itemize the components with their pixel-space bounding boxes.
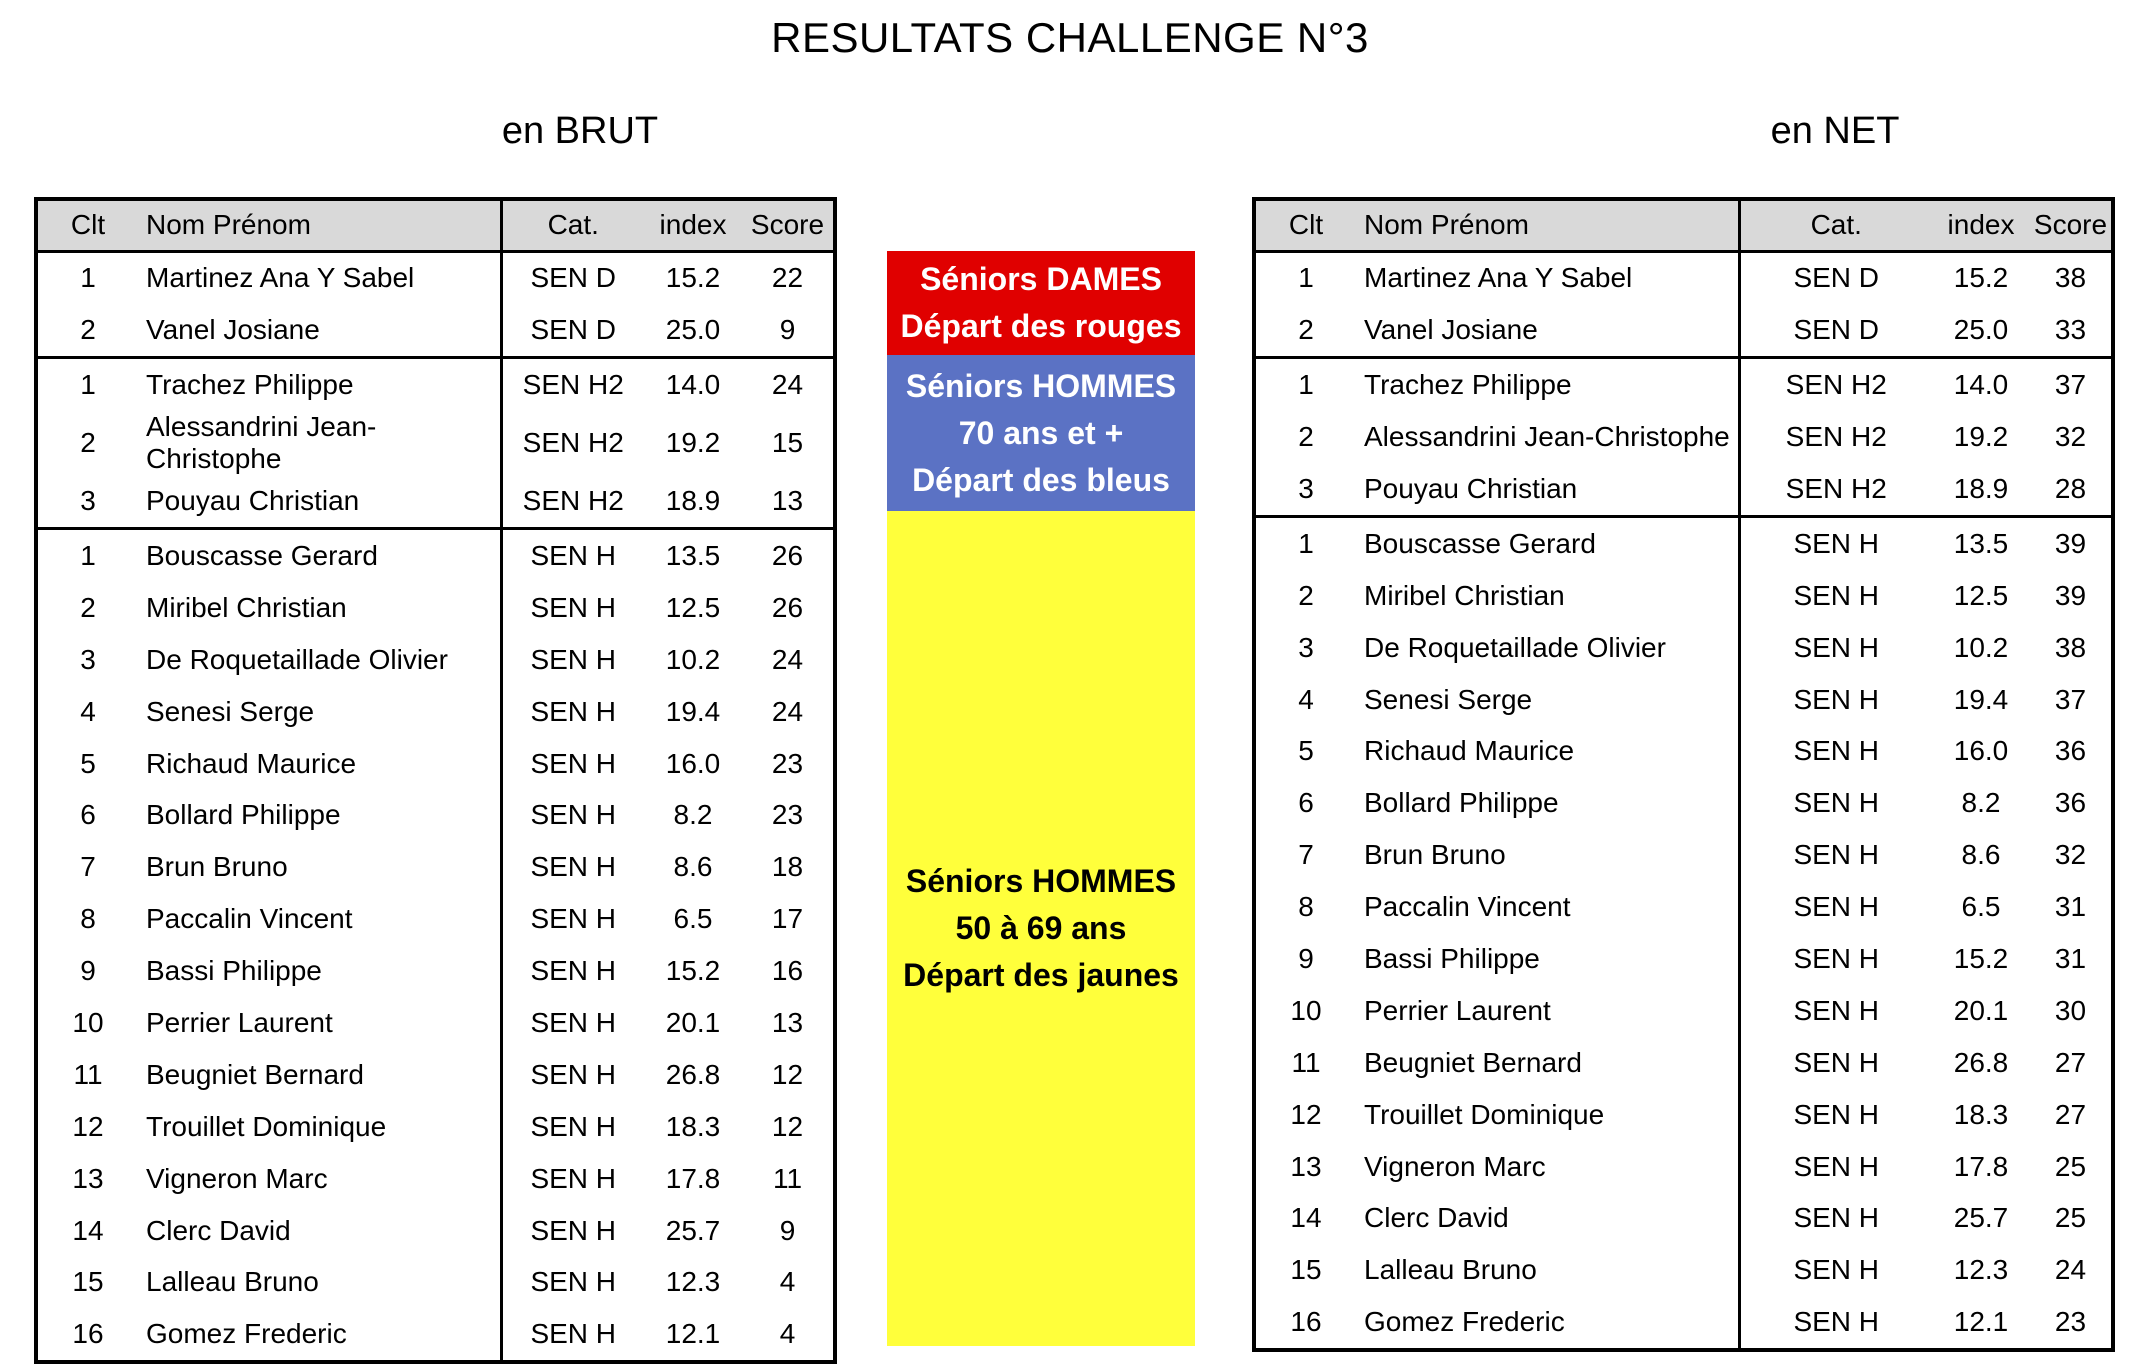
cell-score: 23 xyxy=(771,799,804,831)
cell-score: 25 xyxy=(2054,1150,2087,1182)
cell-index: 17.8 xyxy=(1953,1150,2009,1182)
cell-index: 18.9 xyxy=(665,485,721,517)
cell-name: Perrier Laurent xyxy=(146,1007,333,1039)
table-row xyxy=(36,945,835,997)
cell-index: 18.3 xyxy=(1953,1098,2009,1130)
cell-name: Richaud Maurice xyxy=(146,747,357,779)
cell-cat: SEN D xyxy=(1739,304,1932,357)
cell-score: 4 xyxy=(779,1318,796,1350)
band-line: Séniors HOMMES xyxy=(905,367,1177,404)
table-row xyxy=(1254,674,2113,726)
cell-name: Vanel Josiane xyxy=(146,314,320,346)
cell-name: Clerc David xyxy=(146,1214,291,1246)
cell-index: 10.2 xyxy=(1953,631,2009,663)
cell-cat: SEN H xyxy=(501,1049,644,1101)
cell-cat: SEN H xyxy=(501,1153,644,1205)
table-row xyxy=(36,411,835,475)
table-row xyxy=(1254,985,2113,1037)
cell-name: Pouyau Christian xyxy=(1364,473,1578,504)
table-row xyxy=(36,893,835,945)
category-band-seniors-dames xyxy=(887,251,1195,355)
cell-score: 37 xyxy=(2054,683,2087,715)
column-header-score: Score xyxy=(742,199,835,251)
cell-clt: 1 xyxy=(36,358,138,411)
cell-name: Senesi Serge xyxy=(146,695,315,727)
cell-score: 24 xyxy=(742,358,835,411)
cell-index: 25.0 xyxy=(1953,314,2009,346)
cell-index: 12.3 xyxy=(1953,1254,2009,1286)
cell-name: Miribel Christian xyxy=(1364,579,1565,611)
table-row xyxy=(36,634,835,686)
cell-score: 38 xyxy=(2054,262,2087,294)
cell-score: 26 xyxy=(742,529,835,582)
cell-index: 8.6 xyxy=(673,851,713,883)
table-row xyxy=(1254,933,2113,985)
cell-score: 36 xyxy=(2054,735,2087,767)
cell-index: 15.2 xyxy=(665,955,721,987)
column-header-name: Nom Prénom xyxy=(1356,199,1739,251)
cell-index: 12.1 xyxy=(1953,1306,2009,1338)
cell-cat: SEN H xyxy=(501,945,644,997)
band-line: 70 ans et + xyxy=(958,414,1124,451)
cell-cat: SEN H2 xyxy=(1739,411,1932,463)
cell-index: 19.2 xyxy=(1953,421,2009,453)
table-row xyxy=(1254,622,2113,674)
net-heading: en NET xyxy=(1770,110,1900,152)
cell-score: 9 xyxy=(779,314,796,346)
cell-score: 12 xyxy=(771,1110,804,1142)
cell-score: 13 xyxy=(771,1007,804,1039)
table-row xyxy=(36,529,835,582)
cell-name: Vigneron Marc xyxy=(1364,1150,1546,1182)
cell-score: 26 xyxy=(771,591,804,623)
cell-index: 16.0 xyxy=(665,747,721,779)
cell-index: 26.8 xyxy=(665,1058,721,1090)
cell-index: 20.1 xyxy=(1953,994,2009,1026)
cell-index: 12.5 xyxy=(665,591,721,623)
cell-name: Gomez Frederic xyxy=(1364,1306,1565,1338)
cell-clt: 9 xyxy=(1298,943,1314,975)
cell-score: 39 xyxy=(2054,579,2087,611)
cell-index: 19.4 xyxy=(665,695,721,727)
cell-clt: 14 xyxy=(72,1214,104,1246)
cell-name: Bassi Philippe xyxy=(1364,943,1540,975)
cell-cat: SEN H xyxy=(501,738,644,790)
cell-name: Richaud Maurice xyxy=(1364,735,1575,767)
cell-clt: 1 xyxy=(1254,358,1356,411)
cell-cat: SEN D xyxy=(501,251,644,304)
cell-cat: SEN H xyxy=(1739,1089,1932,1141)
cell-index: 14.0 xyxy=(1932,358,2030,411)
cell-index: 8.2 xyxy=(1961,787,2001,819)
cell-clt: 6 xyxy=(80,799,96,831)
cell-clt: 2 xyxy=(80,314,96,346)
cell-clt: 7 xyxy=(1298,839,1314,871)
cell-cat: SEN H xyxy=(501,997,644,1049)
cell-clt: 3 xyxy=(80,485,96,517)
cell-score: 23 xyxy=(2054,1306,2087,1338)
cell-score: 18 xyxy=(771,851,804,883)
cell-score: 32 xyxy=(2054,421,2087,453)
cell-cat: SEN H xyxy=(501,686,644,738)
cell-cat: SEN H xyxy=(501,790,644,842)
cell-cat: SEN H xyxy=(501,634,644,686)
cell-score: 11 xyxy=(772,1162,803,1194)
page-title: RESULTATS CHALLENGE N°3 xyxy=(771,14,1369,61)
cell-clt: 1 xyxy=(1298,262,1314,294)
table-row xyxy=(1254,881,2113,933)
table-row xyxy=(1254,304,2113,357)
cell-score: 36 xyxy=(2054,787,2087,819)
cell-clt: 11 xyxy=(73,1058,103,1090)
table-row xyxy=(36,304,835,357)
cell-score: 24 xyxy=(771,695,804,727)
table-row xyxy=(36,841,835,893)
band-line: Départ des rouges xyxy=(900,308,1182,344)
cell-clt: 15 xyxy=(72,1266,104,1298)
cell-cat: SEN H2 xyxy=(501,358,644,411)
table-row xyxy=(1254,726,2113,778)
cell-cat: SEN H2 xyxy=(501,411,644,475)
cell-name: Brun Bruno xyxy=(1364,839,1506,871)
cell-clt: 8 xyxy=(1298,891,1314,923)
cell-cat: SEN H xyxy=(1739,726,1932,778)
cell-score: 4 xyxy=(779,1266,796,1298)
cell-index: 18.9 xyxy=(1953,473,2009,504)
cell-clt: 1 xyxy=(1254,516,1356,569)
cell-name: Clerc David xyxy=(1364,1202,1509,1234)
cell-score: 17 xyxy=(771,903,804,935)
table-row xyxy=(36,1101,835,1153)
cell-index: 19.4 xyxy=(1953,683,2009,715)
cell-clt: 3 xyxy=(1298,631,1314,663)
cell-clt: 5 xyxy=(1298,735,1314,767)
cell-name: Bollard Philippe xyxy=(1364,787,1559,819)
cell-clt: 12 xyxy=(1290,1098,1322,1130)
cell-cat: SEN H xyxy=(501,529,644,582)
cell-score: 25 xyxy=(2054,1202,2087,1234)
cell-clt: 3 xyxy=(1298,473,1314,504)
cell-index: 15.2 xyxy=(1953,262,2009,294)
table-row xyxy=(1254,1193,2113,1245)
table-row xyxy=(1254,1296,2113,1350)
table-header-row xyxy=(36,199,835,251)
cell-clt: 12 xyxy=(72,1110,104,1142)
cell-clt: 2 xyxy=(1298,314,1314,346)
cell-cat: SEN H xyxy=(1739,777,1932,829)
band-line: Départ des jaunes xyxy=(903,957,1179,993)
cell-clt: 10 xyxy=(1290,994,1322,1026)
cell-index: 13.5 xyxy=(1932,516,2030,569)
table-row xyxy=(1254,516,2113,569)
cell-index: 12.3 xyxy=(665,1266,721,1298)
cell-score: 32 xyxy=(2054,839,2087,871)
table-row xyxy=(36,997,835,1049)
cell-score: 33 xyxy=(2054,314,2087,346)
cell-index: 8.2 xyxy=(673,799,713,831)
cell-cat: SEN H xyxy=(501,582,644,634)
table-row xyxy=(1254,1037,2113,1089)
cell-name: Trouillet Dominique xyxy=(146,1110,387,1142)
cell-clt: 8 xyxy=(80,903,96,935)
column-header-cat: Cat. xyxy=(1739,199,1932,251)
cell-cat: SEN H xyxy=(501,841,644,893)
cell-index: 12.1 xyxy=(665,1318,721,1350)
cell-cat: SEN H xyxy=(1739,985,1932,1037)
table-row xyxy=(1254,251,2113,304)
table-row xyxy=(1254,1141,2113,1193)
cell-index: 15.2 xyxy=(665,262,721,294)
cell-clt: 5 xyxy=(80,747,96,779)
cell-cat: SEN H xyxy=(1739,570,1932,622)
cell-score: 16 xyxy=(771,955,804,987)
table-row xyxy=(1254,358,2113,411)
cell-score: 39 xyxy=(2030,516,2113,569)
table-row xyxy=(36,1205,835,1257)
cell-name: Pouyau Christian xyxy=(146,485,360,517)
cell-index: 14.0 xyxy=(644,358,742,411)
cell-index: 17.8 xyxy=(665,1162,721,1194)
cell-clt: 9 xyxy=(80,955,96,987)
cell-cat: SEN H xyxy=(501,893,644,945)
column-header-score: Score xyxy=(2030,199,2113,251)
cell-name: Lalleau Bruno xyxy=(146,1266,319,1298)
cell-index: 25.0 xyxy=(665,314,721,346)
cell-index: 6.5 xyxy=(1961,891,2001,923)
cell-cat: SEN H xyxy=(501,1257,644,1309)
cell-name: Lalleau Bruno xyxy=(1364,1254,1537,1286)
cell-name: Martinez Ana Y Sabel xyxy=(146,262,415,294)
cell-name: Senesi Serge xyxy=(1364,683,1533,715)
cell-score: 37 xyxy=(2030,358,2113,411)
cell-index: 10.2 xyxy=(665,643,721,675)
cell-cat: SEN H xyxy=(501,1308,644,1362)
cell-index: 12.5 xyxy=(1953,579,2009,611)
cell-cat: SEN H xyxy=(1739,674,1932,726)
cell-cat: SEN H2 xyxy=(1739,463,1932,516)
cell-score: 30 xyxy=(2054,994,2087,1026)
cell-name: Miribel Christian xyxy=(146,591,347,623)
table-row xyxy=(1254,1089,2113,1141)
cell-clt: 13 xyxy=(1290,1150,1322,1182)
cell-clt: 7 xyxy=(80,851,96,883)
cell-clt: 4 xyxy=(80,695,96,727)
cell-name: Bouscasse Gerard xyxy=(138,529,501,582)
cell-clt: 2 xyxy=(80,591,96,623)
cell-clt: 2 xyxy=(80,427,96,459)
column-header-cat: Cat. xyxy=(501,199,644,251)
cell-clt: 2 xyxy=(1298,579,1314,611)
cell-score: 31 xyxy=(2054,891,2087,923)
cell-name: Paccalin Vincent xyxy=(146,903,353,935)
table-row xyxy=(1254,1244,2113,1296)
cell-clt: 1 xyxy=(80,262,96,294)
cell-cat: SEN H xyxy=(1739,1141,1932,1193)
cell-clt: 14 xyxy=(1290,1202,1322,1234)
cell-index: 25.7 xyxy=(1953,1202,2009,1234)
column-header-index: index xyxy=(1932,199,2030,251)
cell-index: 15.2 xyxy=(1953,943,2009,975)
cell-name: Bollard Philippe xyxy=(146,799,341,831)
band-line: Départ des bleus xyxy=(912,461,1170,498)
band-line: Séniors HOMMES xyxy=(905,863,1177,899)
table-row xyxy=(36,686,835,738)
cell-name: Alessandrini Jean-Christophe xyxy=(1364,421,1730,453)
cell-name: Perrier Laurent xyxy=(1364,994,1551,1026)
cell-index: 6.5 xyxy=(673,903,713,935)
cell-score: 24 xyxy=(771,643,804,675)
band-line: 50 à 69 ans xyxy=(955,910,1127,946)
cell-clt: 4 xyxy=(1298,683,1314,715)
table-row xyxy=(36,1153,835,1205)
cell-name: Vanel Josiane xyxy=(1364,314,1538,346)
cell-index: 16.0 xyxy=(1953,735,2009,767)
cell-score: 38 xyxy=(2054,631,2087,663)
table-row xyxy=(36,790,835,842)
cell-cat: SEN H xyxy=(1739,933,1932,985)
table-row xyxy=(1254,463,2113,516)
cell-index: 13.5 xyxy=(644,529,742,582)
cell-clt: 3 xyxy=(80,643,96,675)
cell-score: 27 xyxy=(2054,1098,2087,1130)
column-header-index: index xyxy=(644,199,742,251)
table-row xyxy=(1254,411,2113,463)
cell-index: 26.8 xyxy=(1953,1046,2009,1078)
cell-name: Trouillet Dominique xyxy=(1364,1098,1605,1130)
cell-name: Bassi Philippe xyxy=(146,955,322,987)
cell-index: 8.6 xyxy=(1961,839,2001,871)
table-header-row xyxy=(1254,199,2113,251)
cell-name: Martinez Ana Y Sabel xyxy=(1364,262,1633,294)
table-row xyxy=(1254,570,2113,622)
net-results-table xyxy=(1252,197,2115,1352)
cell-index: 25.7 xyxy=(665,1214,721,1246)
category-band-seniors-hommes-50-69 xyxy=(887,511,1195,1346)
column-header-clt: Clt xyxy=(1254,199,1356,251)
table-row xyxy=(36,582,835,634)
cell-cat: SEN H2 xyxy=(501,475,644,528)
cell-index: 19.2 xyxy=(665,427,721,459)
cell-name: De Roquetaillade Olivier xyxy=(1364,631,1666,663)
cell-cat: SEN H xyxy=(1739,881,1932,933)
cell-cat: SEN H xyxy=(1739,1193,1932,1245)
cell-name: Bouscasse Gerard xyxy=(1356,516,1739,569)
cell-cat: SEN D xyxy=(501,304,644,357)
cell-cat: SEN D xyxy=(1739,251,1932,304)
cell-clt: 2 xyxy=(1298,421,1314,453)
category-band-seniors-hommes-70 xyxy=(887,355,1195,511)
table-row xyxy=(36,1257,835,1309)
table-row xyxy=(36,251,835,304)
cell-name: Vigneron Marc xyxy=(146,1162,328,1194)
cell-index: 18.3 xyxy=(665,1110,721,1142)
table-row xyxy=(36,358,835,411)
cell-score: 23 xyxy=(771,747,804,779)
cell-clt: 15 xyxy=(1290,1254,1322,1286)
cell-clt: 10 xyxy=(72,1007,104,1039)
table-row xyxy=(1254,777,2113,829)
cell-name: Beugniet Bernard xyxy=(1364,1046,1582,1078)
cell-name: Paccalin Vincent xyxy=(1364,891,1571,923)
cell-cat: SEN H xyxy=(501,1205,644,1257)
cell-name: Trachez Philippe xyxy=(1356,358,1739,411)
cell-name: Trachez Philippe xyxy=(138,358,501,411)
cell-clt: 1 xyxy=(36,529,138,582)
cell-score: 15 xyxy=(771,427,804,459)
brut-heading: en BRUT xyxy=(501,110,659,152)
table-row xyxy=(36,1308,835,1362)
column-header-clt: Clt xyxy=(36,199,138,251)
cell-score: 13 xyxy=(771,485,804,517)
cell-cat: SEN H xyxy=(501,1101,644,1153)
column-header-name: Nom Prénom xyxy=(138,199,501,251)
cell-index: 20.1 xyxy=(665,1007,721,1039)
cell-name: Brun Bruno xyxy=(146,851,288,883)
cell-clt: 16 xyxy=(72,1318,104,1350)
cell-score: 12 xyxy=(771,1058,804,1090)
cell-cat: SEN H xyxy=(1739,1296,1932,1350)
cell-name: Alessandrini Jean-Christophe xyxy=(146,411,377,475)
brut-results-table xyxy=(34,197,837,1364)
table-row xyxy=(1254,829,2113,881)
cell-cat: SEN H xyxy=(1739,1244,1932,1296)
band-line: Séniors DAMES xyxy=(920,261,1162,297)
cell-score: 28 xyxy=(2054,473,2087,504)
table-row xyxy=(36,475,835,528)
cell-score: 31 xyxy=(2054,943,2087,975)
cell-name: Gomez Frederic xyxy=(146,1318,347,1350)
cell-cat: SEN H xyxy=(1739,622,1932,674)
cell-clt: 16 xyxy=(1290,1306,1322,1338)
table-row xyxy=(36,1049,835,1101)
cell-name: De Roquetaillade Olivier xyxy=(146,643,448,675)
cell-cat: SEN H xyxy=(1739,516,1932,569)
cell-cat: SEN H xyxy=(1739,829,1932,881)
cell-clt: 11 xyxy=(1291,1046,1321,1078)
cell-score: 24 xyxy=(2054,1254,2087,1286)
cell-name: Beugniet Bernard xyxy=(146,1058,364,1090)
cell-cat: SEN H xyxy=(1739,1037,1932,1089)
cell-score: 9 xyxy=(779,1214,796,1246)
cell-clt: 6 xyxy=(1298,787,1314,819)
cell-clt: 13 xyxy=(72,1162,104,1194)
cell-cat: SEN H2 xyxy=(1739,358,1932,411)
table-row xyxy=(36,738,835,790)
cell-score: 22 xyxy=(771,262,804,294)
cell-score: 27 xyxy=(2054,1046,2087,1078)
